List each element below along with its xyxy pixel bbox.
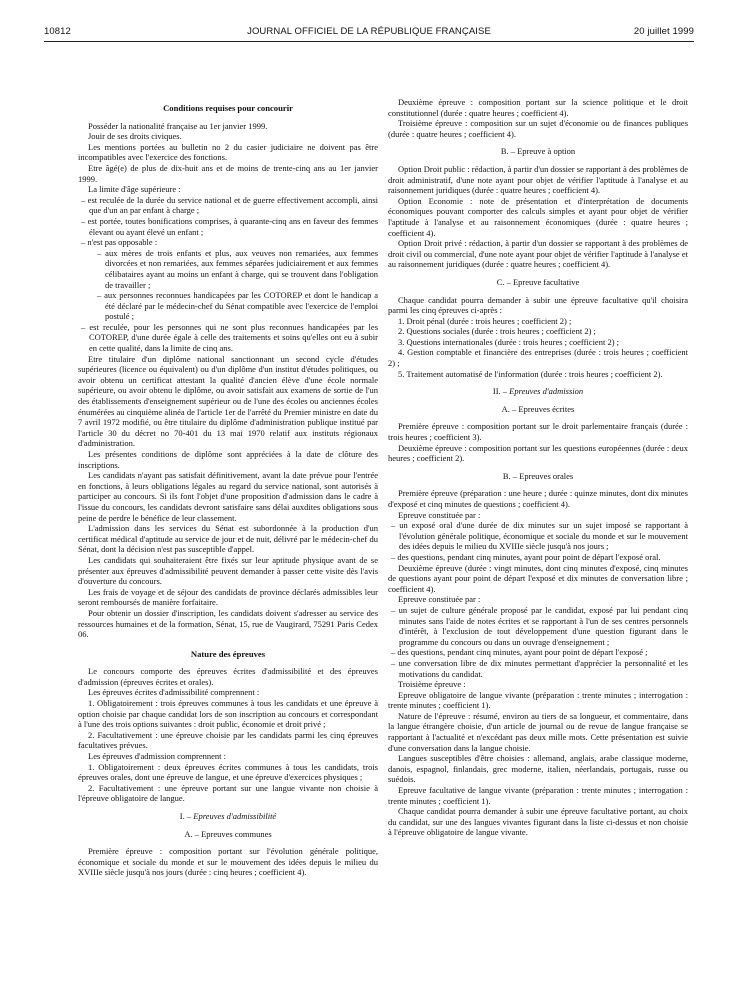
paragraph: Les épreuves d'admission comprennent :: [88, 751, 226, 762]
paragraph: Chaque candidat pourra demander à subir une épreuve facultative qu'il choisira parmi les cinq épreuves ci-après :: [388, 294, 688, 316]
page-number: 10812: [44, 26, 71, 37]
paragraph: Les mentions portées au bulletin no 2 du casier judiciaire ne doivent pas être incompatibles avec l'exercice des fonctions.: [78, 141, 378, 163]
list-item: – une conversation libre de dix minutes permettant d'apprécier la personnalité et les motivations du candidat.: [391, 657, 688, 679]
paragraph: Première épreuve (préparation : une heure ; durée : quinze minutes, dont dix minutes d'exposé et cinq minutes de questions ; coefficient 4).: [388, 488, 688, 509]
paragraph: 1. Obligatoirement : deux épreuves écrites communes à tous les candidats, trois épreuves orales, dont une épreuve de langue, et une épreuve d'exercices physiques ;: [78, 761, 378, 783]
paragraph: Option Droit public : rédaction, à partir d'un dossier se rapportant à des problèmes de droit administratif, d'une note ayant pour objet de vérifier l'aptitude à l'analyse et au raisonnement juridiques (durée : quatre heures ; coefficient 4).: [388, 163, 688, 196]
paragraph: Deuxième épreuve (durée : vingt minutes, dont cinq minutes d'exposé, cinq minutes de questions ayant pour point de départ l'exposé et dix minutes de conversation libre ; coefficient 4).: [388, 562, 688, 594]
right-column: [388, 97, 688, 838]
page-header: [44, 26, 694, 40]
paragraph: Les candidats qui souhaiteraient être fixés sur leur aptitude physique avant de se présenter aux épreuves d'admissibilité peuvent demander à passer cette visite dès l'avis d'ouverture du concours.: [78, 554, 378, 587]
list-item: – des questions, pendant cinq minutes, ayant pour point de départ l'exposé ;: [391, 647, 648, 658]
subsection-heading: A. – Epreuves communes: [184, 828, 272, 839]
section-title: Epreuves d'admissibilité: [193, 811, 277, 821]
paragraph: Le concours comporte des épreuves écrites d'admissibilité et des épreuves d'admission (épreuves écrites et orales).: [78, 666, 378, 687]
issue-date: 20 juillet 1999: [633, 26, 694, 37]
paragraph: Les candidats n'ayant pas satisfait définitivement, avant la date prévue pour l'entrée en fonctions, à leurs obligations légales au regard du service national, sont autorisés à participer au concours. Si ils font l'objet d'une proposition d'admission dans le cadre à l'issue du concours, les candidats devront satisfaire sans délai auxdites obligations sous peine de perdre le bénéfice de leur classement.: [78, 470, 378, 523]
section-number: I. –: [179, 811, 192, 821]
section-title: Epreuves d'admission: [509, 386, 584, 397]
subsection-heading: A. – Epreuves écrites: [501, 403, 575, 414]
paragraph: Epreuve obligatoire de langue vivante (préparation : trente minutes ; interrogation : trente minutes ; coefficient 1).: [388, 689, 688, 711]
paragraph: Jouir de ses droits civiques.: [88, 131, 182, 142]
list-subitem: – aux mères de trois enfants et plus, aux veuves non remariées, aux femmes divorcées et non remariées, aux femmes séparées judiciairement et aux femmes célibataires ayant au moins un enfant à charge, qui se trouvent dans l'obligation de travailler ;: [97, 247, 378, 290]
list-subitem: – aux personnes reconnues handicapées par les COTOREP et dont le handicap a été déclaré par le médecin-chef du Sénat compatible avec l'exercice de l'emploi postulé ;: [97, 290, 378, 322]
list-item: – un sujet de culture générale proposé par le candidat, exposé par lui pendant cinq minutes sans l'aide de notes écrites et se rapportant à l'un de ses centres personnels d'intérêt, à l'exclusion de tout développement d'une question figurant dans le programme du concours ou dans un ouvrage d'enseignement ;: [391, 604, 688, 647]
paragraph: Les frais de voyage et de séjour des candidats de province déclarés admissibles leur seront remboursés de manière forfaitaire.: [78, 586, 378, 608]
paragraph: Première épreuve : composition portant sur l'évolution générale politique, économique et sociale du monde et sur le mouvement des idées depuis le milieu du XVIIIe siècle jusqu'à nos jours (durée : cinq heures ; coefficient 4).: [78, 846, 378, 878]
paragraph: 3. Questions internationales (durée : trois heures ; coefficient 2) ;: [398, 336, 620, 347]
list-item: – est reculée, pour les personnes qui ne sont plus reconnues handicapées par les COTOREP, d'une durée égale à celle des traitements et soins qu'elles ont eu à subir en cette qualité, dans la limite de cinq ans.: [81, 321, 378, 354]
list-item: – est portée, toutes bonifications comprises, à quarante-cinq ans en faveur des femmes élevant ou ayant élevé un enfant ;: [81, 215, 378, 237]
paragraph: Deuxième épreuve : composition portant sur les questions européennes (durée : deux heures ; coefficient 2).: [388, 442, 688, 464]
paragraph: Chaque candidat pourra demander à subir une épreuve facultative portant, au choix du candidat, sur une des langues vivantes figurant dans la liste ci-dessus et non choisie à l'épreuve obligatoire de langue vivante.: [388, 806, 688, 838]
paragraph: L'admission dans les services du Sénat est subordonnée à la production d'un certificat médical d'aptitude au service de jour et de nuit, délivré par le médecin-chef du Sénat, dont la décision n'est pas susceptible d'appel.: [78, 523, 378, 555]
paragraph: Epreuve constituée par :: [398, 509, 481, 520]
list-item: – n'est pas opposable :: [81, 237, 158, 248]
paragraph: Epreuve constituée par :: [398, 594, 481, 605]
conditions-heading: Conditions requises pour concourir: [163, 103, 293, 113]
paragraph: Epreuve facultative de langue vivante (préparation : trente minutes ; interrogation : trente minutes ; coefficient 1).: [388, 785, 688, 806]
section-heading-admissibilite: [78, 811, 378, 822]
paragraph: Les épreuves écrites d'admissibilité comprennent :: [88, 687, 260, 698]
subsection-heading: B. – Epreuves orales: [502, 470, 574, 481]
paragraph: 1. Droit pénal (durée : trois heures ; coefficient 2) ;: [398, 315, 572, 326]
paragraph: 2. Facultativement : une épreuve portant sur une langue vivante non choisie à l'épreuve obligatoire de langue.: [78, 782, 378, 804]
paragraph: Nature de l'épreuve : résumé, environ au tiers de sa longueur, et commentaire, dans la langue étrangère choisie, d'un article de journal ou de revue de langue française se rapportant à l'actualité et n'excédant pas deux mille mots. Cette présentation est suivie d'une conversation dans la langue choisie.: [388, 710, 688, 753]
paragraph: Première épreuve : composition portant sur le droit parlementaire français (durée : trois heures ; coefficient 3).: [388, 421, 688, 443]
section-number: II. –: [492, 386, 508, 397]
list-item: – un exposé oral d'une durée de dix minutes sur un sujet imposé se rapportant à l'évolution générale politique, économique et sociale du monde et sur le mouvement des idées depuis le milieu du XVIIIe siècle jusqu'à nos jours ;: [391, 520, 688, 552]
paragraph: Posséder la nationalité française au 1er janvier 1999.: [88, 120, 268, 131]
paragraph: 1. Obligatoirement : trois épreuves communes à tous les candidats et une épreuve à option choisie par chaque candidat lors de son inscription au concours et correspondant à l'une des trois options suivantes : droit public, économie et droit privé ;: [78, 698, 378, 730]
paragraph: 2. Facultativement : une épreuve choisie par les candidats parmi les cinq épreuves facultatives prévues.: [78, 729, 378, 751]
paragraph: 4. Gestion comptable et financière des entreprises (durée : trois heures ; coefficient 2) ;: [388, 347, 688, 369]
left-column: [78, 98, 378, 878]
paragraph: Troisième épreuve :: [398, 679, 466, 690]
paragraph: Etre âgé(e) de plus de dix-huit ans et de moins de trente-cinq ans au 1er janvier 1999.: [78, 162, 378, 184]
paragraph: 2. Questions sociales (durée : trois heures ; coefficient 2) ;: [398, 326, 596, 337]
paragraph: Etre titulaire d'un diplôme national sanctionnant un second cycle d'études supérieures (licence ou équivalent) ou d'un diplôme d'un institut d'études politiques, ou avoir obtenu un certificat attestant la qualité d'ancien élève d'une école normale supérieure, ou avoir obtenu le diplôme, ou avoir satisfait aux examens de sortie de l'un des établissements d'enseignement supérieur ou de l'une des écoles ou anciennes écoles énumérées au cinquième alinéa de l'article 1er de l'arrêté du Premier ministre en date du 7 avril 1972 modifié, ou être titulaire du diplôme d'administration publique institué par l'article 30 du décret no 70-401 du 13 mai 1970 relatif aux instituts régionaux d'administration.: [78, 353, 378, 449]
paragraph: Option Economie : note de présentation et d'interprétation de documents économiques pouvant comporter des calculs simples et ayant pour objet de vérifier l'aptitude à l'analyse et au raisonnement économiques (durée : quatre heures ; coefficient 4).: [388, 195, 688, 238]
paragraph: Option Droit privé : rédaction, à partir d'un dossier se rapportant à des problèmes de droit civil ou commercial, d'une note ayant pour objet de vérifier l'aptitude à l'analyse et au raisonnement juridiques (durée : quatre heures ; coefficient 4).: [388, 238, 688, 270]
paragraph: Troisième épreuve : composition sur un sujet d'économie ou de finances publiques (durée : quatre heures ; coefficient 4).: [388, 118, 688, 139]
paragraph: La limite d'âge supérieure :: [88, 184, 181, 195]
journal-title: JOURNAL OFFICIEL DE LA RÉPUBLIQUE FRANÇAISE: [247, 26, 491, 37]
paragraph: Les présentes conditions de diplôme sont appréciées à la date de clôture des inscriptions.: [78, 449, 378, 470]
header-rule: [44, 41, 694, 42]
subsection-heading: C. – Epreuve facultative: [496, 276, 580, 287]
subsection-heading: B. – Epreuve à option: [500, 146, 576, 157]
paragraph: Deuxième épreuve : composition portant sur la science politique et le droit constitutionnel (durée : quatre heures ; coefficient 4).: [388, 97, 688, 118]
paragraph: 5. Traitement automatisé de l'information (durée : trois heures ; coefficient 2).: [398, 368, 663, 379]
list-item: – des questions, pendant cinq minutes, ayant pour point de départ l'exposé oral.: [391, 551, 661, 562]
paragraph: Langues susceptibles d'être choisies : allemand, anglais, arabe classique moderne, danois, espagnol, finlandais, grec moderne, italien, néerlandais, portugais, russe ou suédois.: [388, 753, 688, 785]
paragraph: Pour obtenir un dossier d'inscription, les candidats doivent s'adresser au service des ressources humaines et de la formation, Sénat, 15, rue de Vaugirard, 75291 Paris Cedex 06.: [78, 607, 378, 640]
list-item: – est reculée de la durée du service national et de guerre effectivement accompli, ainsi que d'un an par enfant à charge ;: [81, 194, 378, 216]
section-heading-admission: [388, 386, 688, 397]
nature-heading: Nature des épreuves: [190, 648, 266, 659]
